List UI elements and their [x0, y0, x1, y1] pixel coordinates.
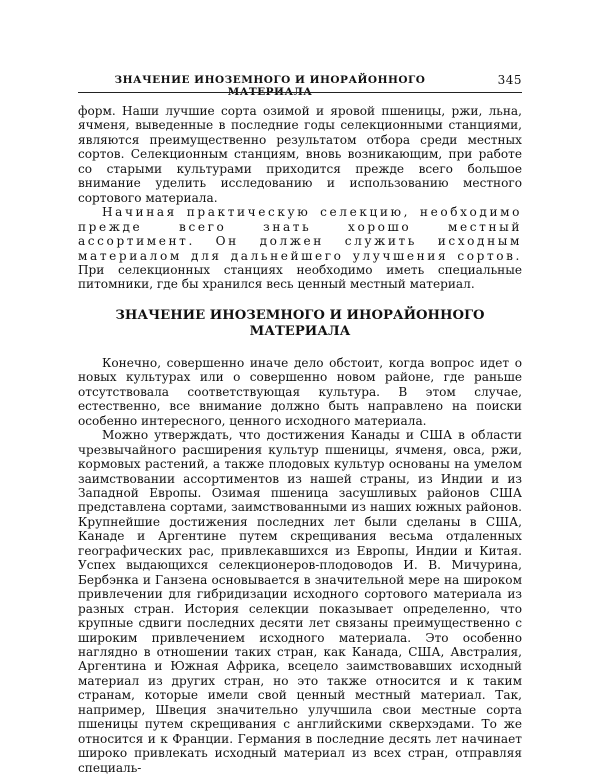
paragraph-selection [78, 205, 522, 292]
section-heading-line-1: ЗНАЧЕНИЕ ИНОЗЕМНОГО И ИНОРАЙОННОГО [115, 307, 485, 323]
section-heading [78, 308, 522, 340]
running-title: ЗНАЧЕНИЕ ИНОЗЕМНОГО И ИНОРАЙОННОГО МАТЕРИАЛА [114, 74, 426, 98]
paragraph-selection-rest: При селекционных станциях необходимо иметь специальные питомники, где бы хранился весь ценный местный материал. [78, 262, 522, 292]
running-header [78, 73, 522, 98]
paragraph-new-crops: Конечно, совершенно иначе дело обстоит, когда вопрос идет о новых культурах или о совершенно новом районе, где раньше отсутствовала соответствующая культура. В этом случае, естественно, все внимание должно быть направлено на поиски особенно интересного, ценного исходного материала. [78, 355, 522, 428]
page-number: 345 [497, 73, 522, 87]
paragraph-continuation: форм. Наши лучшие сорта озимой и яровой пшеницы, ржи, льна, ячменя, выведенные в последние годы селекционными станциями, являются преимущественно результатом отбора среди местных сортов. Селекционным станциям, вновь возникающим, при работе со старыми культурами приходится прежде всего большое внимание уделить исследованию и использованию местного сортового материала. [78, 104, 522, 205]
paragraph-achievements: Можно утверждать, что достижения Канады и США в области чрезвычайного расширения культур пшеницы, ячменя, овса, ржи, кормовых растений, а также плодовых культур основаны на умелом заимствовании ассортиментов из нашей страны, из Индии и из Западной Европы. Озимая пшеница засушливых районов США представлена сортами, заимствованными из наших южных районов. Крупнейшие достижения последних лет были сделаны в США, Канаде и Аргентине путем скрещивания весьма отдаленных географических рас, привлекавшихся из Европы, Индии и Китая. Успех выдающихся селекционеров-плодоводов И. В. Мичурина, Бербэнка и Ганзена основывается в значительной мере на широком привлечении для гибридизации исходного сортового материала из разных стран. История селекции показывает определенно, что крупные сдвиги последних десяти лет связаны преимущественно с широким привлечением исходного материала. Это особенно наглядно в отношении таких стран, как Канада, США, Австралия, Аргентина и Южная Африка, всецело заимствовавших исходный материал из других стран, но это также относится и к таким странам, которые имели свой ценный местный материал. Так, например, Швеция значительно улучшила свои местные сорта пшеницы путем скрещивания с английскими скверхэдами. То же относится и к Франции. Германия в последние десять лет начинает широко привлекать исходный материал из всех стран, отправляя специаль- [78, 428, 522, 775]
page-body [78, 104, 522, 775]
spaced-emphasis: Начиная практическую селекцию, необходимо прежде всего знать хорошо местный ассортимент. Он должен служить исходным материалом для дальнейшего улучшения сортов. [78, 205, 522, 263]
section-heading-line-2: МАТЕРИАЛА [249, 323, 351, 339]
header-rule [78, 92, 522, 93]
